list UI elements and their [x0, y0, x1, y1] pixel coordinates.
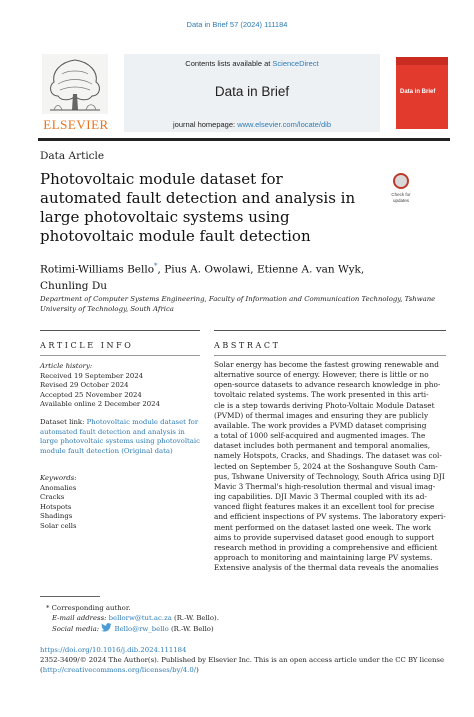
keywords-label: Keywords: [40, 474, 77, 482]
abstract-line: a total of 1000 self-acquired and augmented images. The [214, 431, 426, 441]
abstract-line: alternative source of energy. However, there is little or no [214, 370, 429, 380]
abstract-line: tovoltaic related systems. The work presented in this arti- [214, 390, 429, 400]
masthead-center-panel [124, 54, 380, 132]
abstract-line: dataset includes both permanent and temporal anomalies, [214, 441, 431, 451]
abstract-line: Solar energy has become the fastest growing renewable and [214, 360, 439, 369]
doi-link[interactable]: https://doi.org/10.1016/j.dib.2024.111184 [40, 646, 187, 654]
keyword-item: Cracks [40, 493, 65, 501]
keyword-item: Solar cells [40, 521, 77, 530]
keyword-item: Anomalies [40, 483, 77, 492]
homepage-prefix: journal homepage: [172, 120, 236, 129]
abstract-line: ment performed on the dataset lasted one week. The work [214, 522, 431, 532]
article-title: Photovoltaic module dataset for automated fault detection and analysis in large photovoltaic systems using photovoltaic module fault detection [40, 170, 356, 245]
crossmark-label-line1: Check for [391, 192, 411, 197]
abstract-line: Extensive analysis of the thermal data reveals the anomalies [214, 563, 439, 573]
author-du: Chunling Du [40, 279, 108, 292]
crossmark-label-line2: updates [392, 197, 409, 203]
journal-cover-image[interactable] [396, 57, 448, 129]
check-for-updates-badge[interactable] [386, 173, 416, 205]
homepage-link[interactable]: www.elsevier.com/locate/dib [237, 120, 332, 129]
homepage-line [124, 120, 380, 129]
elsevier-logo[interactable] [38, 54, 108, 132]
abstract-heading: ABSTRACT [214, 341, 281, 350]
abstract-line: lected on September 5, 2024 at the Soshanguve South Cam- [214, 461, 438, 471]
journal-name: Data in Brief [214, 84, 290, 99]
abstract-line: ing capabilities. DJI Mavic 3 Thermal coupled with its ad- [214, 492, 427, 502]
social-suffix: (R.-W. Bello) [170, 625, 214, 633]
cover-title: Data in Brief [400, 89, 436, 95]
abstract-line: pus, Tshwane University of Technology, South Africa using DJI [214, 471, 445, 481]
author-bello[interactable]: Rotimi-Williams Bello [40, 263, 155, 276]
social-label: Social media: [52, 625, 100, 633]
keywords [40, 474, 200, 531]
footnote-email-line [40, 613, 440, 623]
contents-line [124, 59, 380, 68]
license-url-line [40, 665, 450, 675]
publisher-name: ELSEVIER [43, 117, 109, 132]
sciencedirect-link[interactable]: ScienceDirect [272, 59, 319, 68]
article-history [40, 362, 200, 410]
twitter-bird-icon [101, 623, 112, 632]
history-received: Received 19 September 2024 [40, 371, 144, 380]
article-type: Data Article [40, 150, 105, 162]
abstract-line: research method in providing a comprehensive and efficient [214, 542, 438, 552]
article-info-sub-rule [40, 355, 200, 356]
license-paren-open: ( [40, 666, 43, 674]
abstract-line: available. The work provides a PVMD dataset comprising [214, 420, 427, 430]
history-revised: Revised 29 October 2024 [40, 381, 129, 389]
keyword-item: Shadings [40, 512, 73, 520]
abstract-line: aims to provide supervised dataset good enough to support [214, 532, 435, 542]
doi-block [40, 645, 450, 675]
dataset-link-anchor[interactable]: Photovoltaic module dataset for automated fault detection and analysis in large photovoltaic systems using photovoltaic module fault detection (Original data) [40, 418, 200, 455]
email-link[interactable]: bellorw@tut.ac.za [108, 614, 172, 622]
header-divider [38, 138, 450, 141]
corresponding-author-mark[interactable]: * [154, 262, 158, 270]
contents-prefix: Contents lists available at [185, 59, 271, 68]
history-accepted: Accepted 25 November 2024 [40, 390, 142, 399]
abstract-line: open-source datasets to advance research knowledge in pho- [214, 380, 441, 390]
footnote-rule [40, 596, 100, 597]
crossmark-label [386, 192, 416, 203]
elsevier-tree-icon [42, 54, 108, 114]
author-list-rest: , Pius A. Owolawi, Etienne A. van Wyk, [157, 263, 365, 276]
abstract-line: cle is a step towards deriving Photo-Voltaic Module Dataset [214, 400, 435, 410]
abstract-line: namely Hotspots, Cracks, and Shadings. The dataset was col- [214, 451, 442, 461]
article-info-heading: ARTICLE INFO [40, 341, 134, 350]
license-line: 2352-3409/© 2024 The Author(s). Published by Elsevier Inc. This is an open access article under the CC BY license [40, 656, 445, 664]
footnote [40, 603, 440, 634]
footnote-social-line [40, 623, 440, 634]
dataset-link [40, 418, 200, 456]
footnote-mark: * [46, 604, 50, 612]
abstract-line: (PVMD) of thermal images and ensuring they are publicly [214, 410, 429, 420]
abstract-line: Mavic 3 Thermal's high-resolution thermal and visual imag- [214, 481, 436, 491]
article-info-top-rule [40, 330, 200, 331]
email-suffix: (R.-W. Bello). [174, 614, 219, 622]
history-label: Article history: [40, 362, 93, 370]
abstract-top-rule [214, 330, 446, 331]
cover-strip [396, 57, 448, 65]
journal-reference[interactable]: Data in Brief 57 (2024) 111184 [186, 20, 288, 29]
license-paren-close: ) [196, 666, 199, 674]
abstract-line: vanced flight features makes it an excellent tool for precise [214, 502, 435, 512]
footnote-corresponding-text: Corresponding author. [51, 604, 131, 612]
journal-masthead [38, 52, 450, 136]
affiliation: Department of Computer Systems Engineering, Faculty of Information and Communication Technology, Tshwane University of Technology, South Africa [40, 295, 436, 313]
abstract-line: approach to monitoring and maintaining large PV systems. [214, 552, 433, 562]
social-handle-link[interactable]: Bello@rw_bello [114, 625, 169, 633]
abstract-line: and efficient inspections of PV systems. The laboratory experi- [214, 512, 446, 522]
author-list [40, 258, 400, 294]
email-label: E-mail address: [52, 614, 107, 622]
abstract-sub-rule [214, 355, 446, 356]
license-link[interactable]: http://creativecommons.org/licenses/by/4.0/ [42, 666, 197, 674]
footnote-corresponding [40, 603, 440, 613]
dataset-link-label: Dataset link: [40, 418, 85, 426]
history-online: Available online 2 December 2024 [40, 400, 160, 408]
abstract-body [214, 360, 446, 573]
crossmark-icon [393, 173, 409, 189]
keyword-item: Hotspots [40, 502, 72, 511]
